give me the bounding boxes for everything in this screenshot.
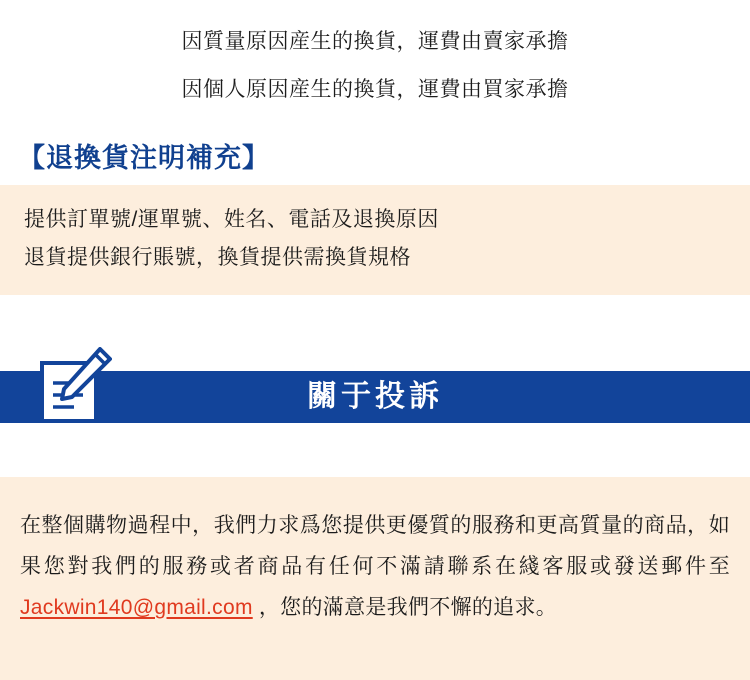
- return-note-line-2: 退貨提供銀行賬號，換貨提供需換貨規格: [24, 246, 411, 269]
- return-note-box: [0, 185, 750, 295]
- complaint-text-before-email: 在整個購物過程中，我們力求爲您提供更優質的服務和更高質量的商品，如果您對我們的服務或者商品有任何不滿請聯系在綫客服或發送郵件至: [20, 514, 730, 578]
- pencil-note-icon: [38, 347, 112, 429]
- complaint-text-box: [0, 477, 750, 680]
- policy-line-personal: 因個人原因産生的換貨，運費由買家承擔: [181, 78, 569, 101]
- policy-line-quality: 因質量原因産生的換貨，運費由賣家承擔: [181, 30, 569, 53]
- complaint-text-after-email: ，您的滿意是我們不懈的追求。: [252, 596, 558, 619]
- complaint-paragraph: [20, 505, 730, 628]
- return-note-heading: 【退換貨注明補充】: [18, 143, 270, 173]
- support-email-link[interactable]: Jackwin140@gmail.com: [20, 596, 253, 619]
- complaint-banner-title: 關于投訴: [307, 380, 443, 413]
- return-note-line-1: 提供訂單號/運單號、姓名、電話及退換原因: [24, 208, 439, 231]
- complaint-banner: [0, 347, 750, 443]
- shipping-policy-lines: [0, 0, 750, 114]
